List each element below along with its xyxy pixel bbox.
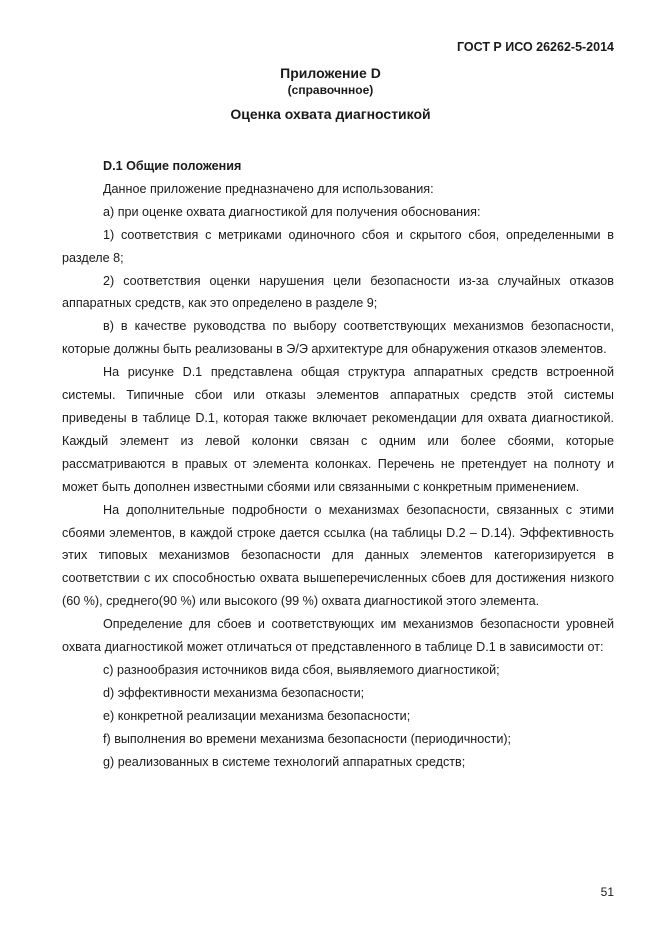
paragraph: g) реализованных в системе технологий аппаратных средств; — [103, 754, 466, 769]
annex-title: Приложение D — [280, 65, 381, 81]
paragraph: d) эффективности механизма безопасности; — [103, 685, 365, 700]
paragraph: Определение для сбоев и соответствующих им механизмов безопасности уровней охвата диагностикой может отличаться от представленного в таблице D.1 в зависимости от: — [62, 617, 614, 655]
annex-name: Оценка охвата диагностикой — [230, 106, 431, 122]
page-number: 51 — [600, 885, 614, 899]
paragraph: 2) соответствия оценки нарушения цели безопасности из-за случайных отказов аппаратных средств, как это определено в разделе 9; — [62, 273, 614, 311]
paragraph: На рисунке D.1 представлена общая структура аппаратных средств встроенной системы. Типичные сбои или отказы элементов аппаратных средств этой системы приведены в таблице D.1, которая также включает рекомендации для охвата диагностикой. Каждый элемент из левой колонки связан с одним или более сбоями, которые рассматриваются в правых от элемента колонках. Перечень не претендует на полноту и может быть дополнен известными сбоями или связанными с конкретным применением. — [62, 365, 614, 494]
paragraph: f) выполнения во времени механизма безопасности (периодичности); — [103, 731, 512, 746]
paragraph: в) в качестве руководства по выбору соответствующих механизмов безопасности, которые должны быть реализованы в Э/Э архитектуре для обнаружения отказов элементов. — [62, 319, 614, 357]
paragraph: e) конкретной реализации механизма безопасности; — [103, 708, 411, 723]
paragraph: На дополнительные подробности о механизмах безопасности, связанных с этими сбоями элементов, в каждой строке дается ссылка (на таблицы D.2 – D.14). Эффективность этих типовых механизмов безопасности для данных элементов категоризируется в соответствии с их способностью охвата вышеперечисленных сбоев для достижения низкого (60 %), среднего(90 %) или высокого (99 %) охвата диагностикой этого элемента. — [62, 502, 614, 609]
paragraph: 1) соответствия с метриками одиночного сбоя и скрытого сбоя, определенными в разделе 8; — [62, 227, 614, 265]
document-body — [62, 155, 614, 773]
paragraph: Данное приложение предназначено для использования: — [103, 181, 434, 196]
section-heading: D.1 Общие положения — [103, 159, 242, 173]
paragraph: а) при оценке охвата диагностикой для получения обоснования: — [103, 204, 481, 219]
paragraph: с) разнообразия источников вида сбоя, выявляемого диагностикой; — [103, 662, 500, 677]
annex-status: (справочнное) — [287, 83, 374, 97]
document-id-header: ГОСТ Р ИСО 26262-5-2014 — [456, 40, 614, 54]
